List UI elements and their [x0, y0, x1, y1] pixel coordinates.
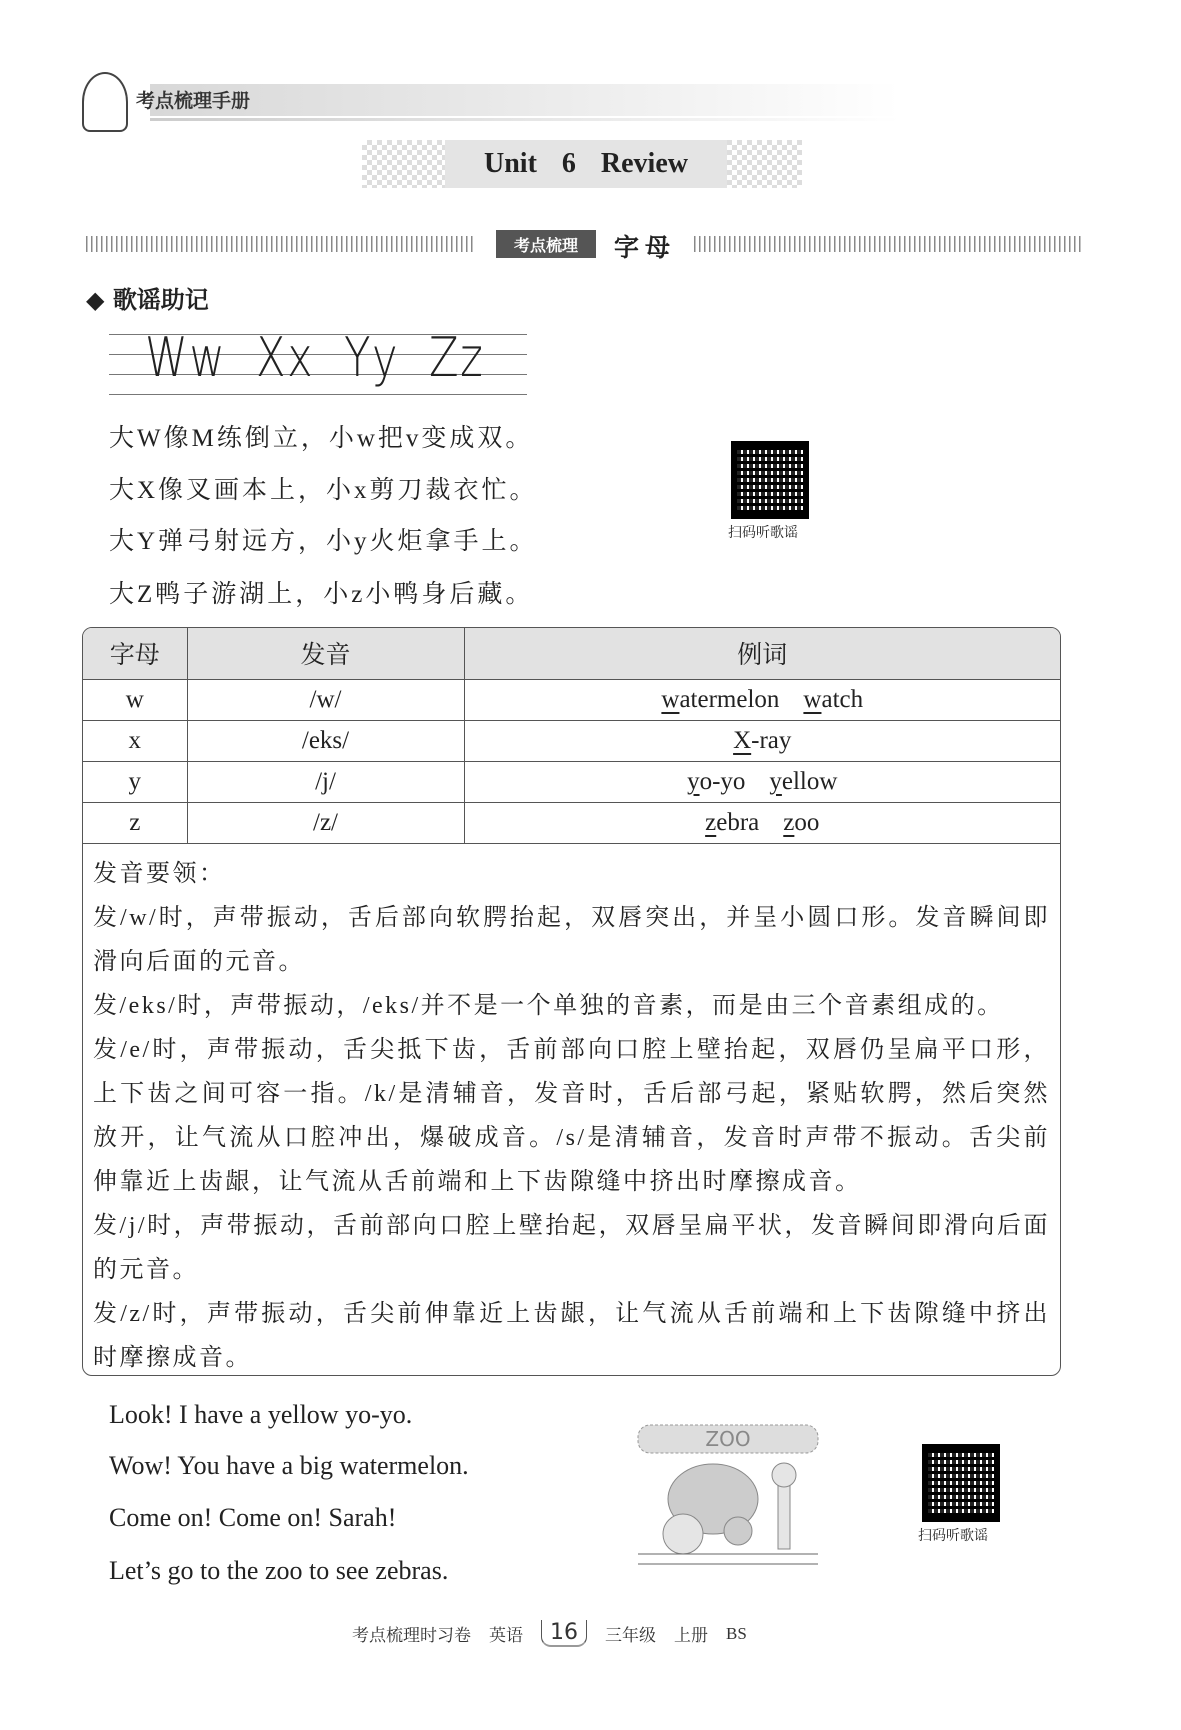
- unit-title: Unit 6 Review: [445, 140, 727, 188]
- example-word: yellow: [769, 767, 838, 795]
- col-examples: 例词: [464, 628, 1060, 679]
- cell-examples: [464, 761, 1060, 802]
- song-heading: ◆ 歌谣助记: [86, 286, 209, 314]
- cell-letter: z: [83, 802, 187, 843]
- pronunciation-notes: [83, 844, 1060, 1377]
- rhyme-line: 大Y弹弓射远方，小y火炬拿手上。: [109, 528, 538, 555]
- qr-caption: 扫码听歌谣: [728, 525, 798, 541]
- example-word: zoo: [783, 808, 820, 836]
- letter-table: [82, 627, 1061, 1376]
- divider: [694, 236, 1084, 252]
- footer-volume: 上册: [674, 1626, 708, 1645]
- rhyme-line: 大X像叉画本上，小x剪刀裁衣忙。: [109, 477, 538, 504]
- header-line: [150, 118, 900, 121]
- cell-sound: /j/: [187, 761, 464, 802]
- handwriting-letters: Ww Xx Yy Zz: [145, 326, 485, 389]
- notes-heading: 发音要领：: [93, 860, 226, 887]
- footer-book: 考点梳理时习卷: [352, 1626, 471, 1645]
- chant-line: Wow! You have a big watermelon.: [109, 1451, 469, 1480]
- cell-letter: w: [83, 679, 187, 720]
- example-word: watch: [803, 685, 864, 713]
- example-word: watermelon: [661, 685, 780, 713]
- chant-line: Come on! Come on! Sarah!: [109, 1503, 397, 1532]
- zoo-sign: ZOO: [705, 1427, 751, 1451]
- example-word: zebra: [705, 808, 760, 836]
- footer: [352, 1620, 747, 1647]
- page-number: 16: [541, 1620, 587, 1647]
- table-row: [83, 679, 1060, 720]
- cell-examples: [464, 802, 1060, 843]
- logo: [82, 72, 128, 132]
- note-paragraph: 发/eks/时，声带振动，/eks/并不是一个单独的音素，而是由三个音素组成的。: [93, 992, 1004, 1019]
- footer-edition: BS: [726, 1623, 747, 1643]
- table-row: [83, 802, 1060, 843]
- footer-grade: 三年级: [605, 1626, 656, 1645]
- table-row: [83, 761, 1060, 802]
- note-paragraph: 发/w/时，声带振动，舌后部向软腭抬起，双唇突出，并呈小圆口形。发音瞬间即滑向后面的元音。: [93, 904, 1050, 975]
- table-row: [83, 720, 1060, 761]
- section-title: 字母: [614, 233, 677, 262]
- col-sound: 发音: [187, 628, 464, 679]
- song-heading-text: 歌谣助记: [112, 286, 209, 314]
- cell-examples: [464, 679, 1060, 720]
- header-title: 考点梳理手册: [136, 90, 251, 112]
- cell-sound: /eks/: [187, 720, 464, 761]
- footer-subject: 英语: [489, 1626, 523, 1645]
- note-paragraph: 发/z/时，声带振动，舌尖前伸靠近上齿龈，让气流从舌前端和上下齿隙缝中挤出时摩擦成音。: [93, 1300, 1050, 1371]
- qr-code[interactable]: [922, 1444, 1000, 1522]
- qr-caption: 扫码听歌谣: [918, 1528, 988, 1544]
- cell-letter: y: [83, 761, 187, 802]
- zoo-illustration: [628, 1419, 826, 1567]
- note-paragraph: 发/j/时，声带振动，舌前部向口腔上壁抬起，双唇呈扁平状，发音瞬间即滑向后面的元音。: [93, 1212, 1050, 1283]
- col-letter: 字母: [83, 628, 187, 679]
- divider: [86, 236, 476, 252]
- cell-sound: /z/: [187, 802, 464, 843]
- rhyme-line: 大W像M练倒立，小w把v变成双。: [109, 425, 534, 452]
- cell-examples: [464, 720, 1060, 761]
- cell-letter: x: [83, 720, 187, 761]
- table-header: [83, 628, 1060, 679]
- chant-line: Let’s go to the zoo to see zebras.: [109, 1556, 449, 1585]
- example-word: yo-yo: [687, 767, 746, 795]
- cell-sound: /w/: [187, 679, 464, 720]
- qr-code[interactable]: [731, 441, 809, 519]
- header-band: [150, 84, 900, 116]
- section-tag: 考点梳理: [496, 230, 596, 258]
- note-paragraph: 发/e/时，声带振动，舌尖抵下齿，舌前部向口腔上壁抬起，双唇仍呈扁平口形，上下齿之间可容一指。/k/是清辅音，发音时，舌后部弓起，紧贴软腭，然后突然放开，让气流从口腔冲出，爆破成音。/s/是清辅音，发音时声带不振动。舌尖前伸靠近上齿龈，让气流从舌前端和上下齿隙缝中挤出时摩擦成音。: [93, 1036, 1050, 1195]
- rhyme-line: 大Z鸭子游湖上，小z小鸭身后藏。: [109, 581, 534, 608]
- example-word: X-ray: [733, 726, 792, 754]
- chant-line: Look! I have a yellow yo-yo.: [109, 1400, 413, 1429]
